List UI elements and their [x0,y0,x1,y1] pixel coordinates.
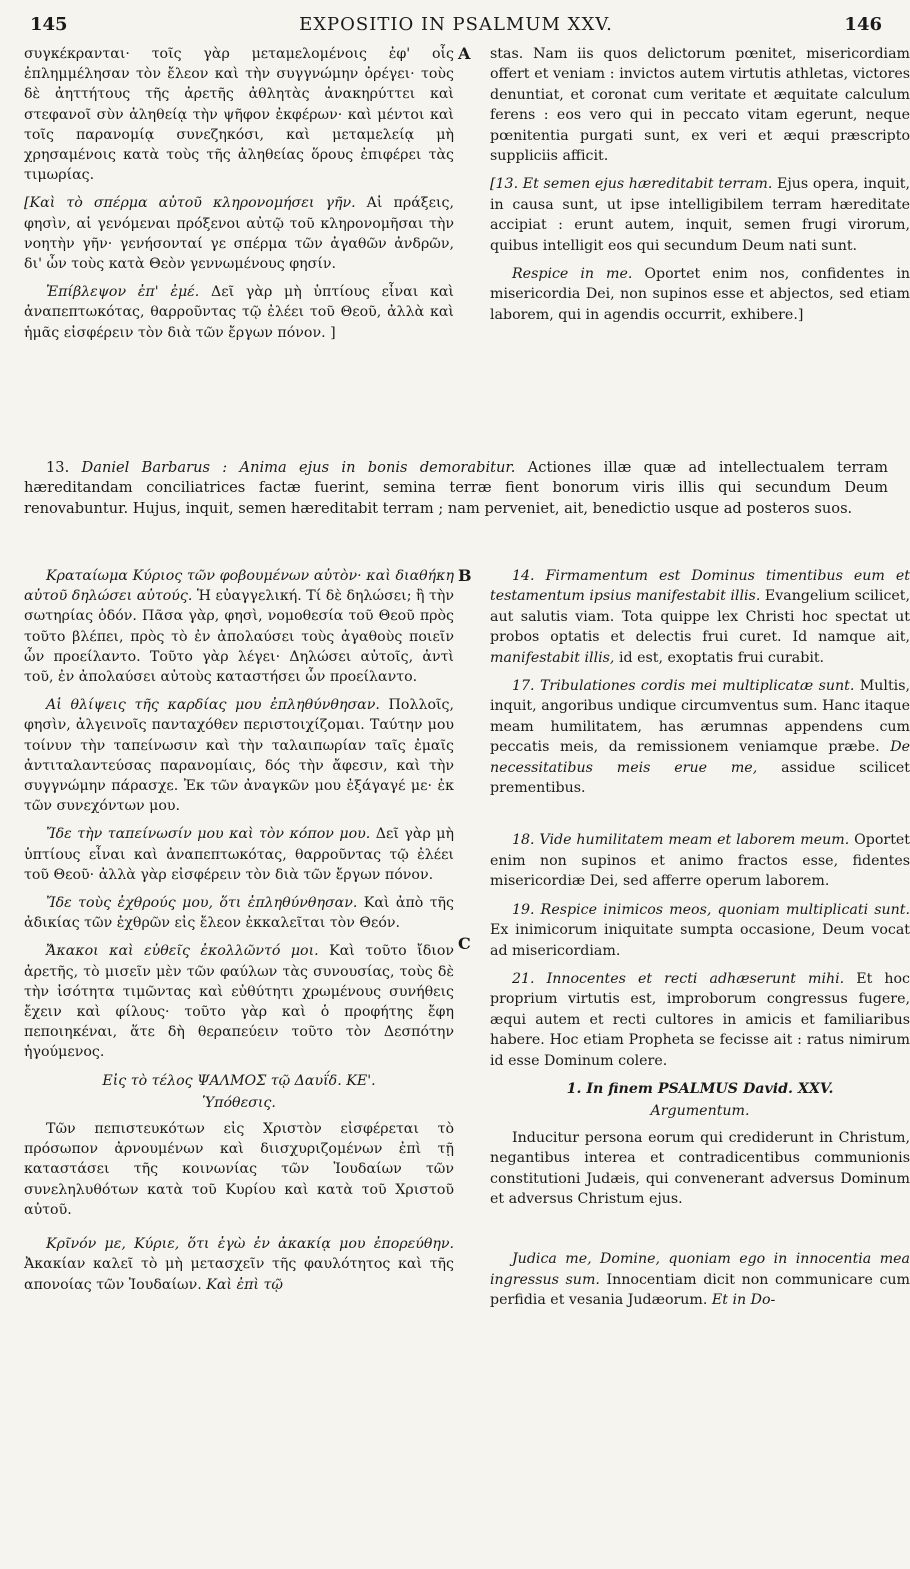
greek-paragraph: συγκέκρανται· τοῖς γὰρ μεταμελομένοις ἐφ' οἷς ἐπλημμέλησαν τὸν ἔλεον καὶ τὴν συγγνώμην ὀρέγει· τοὺς δὲ ἀηττήτους τῆς ἀρετῆς ἀθλητὰς ἀνακηρύττει καὶ στεφανοῖ σὺν ἀληθείᾳ τὴν ψῆφον ἐκφέρων· καὶ μέντοι καὶ τοῖς παρανομίᾳ συνεζηκόσι, καὶ μεταμελείᾳ μὴ χρησαμένοις κατὰ τοὺς τῆς ἀληθείας ὅρους ἐπιφέρει τὰς τιμωρίας. [24,46,454,184]
latin-argument: Inducitur persona eorum qui crediderunt in Christum, negantibus interea et contradicentibus communionis constitutioni Judæis, qui convenerant adversus Dominum et adversus Christum ejus. [490,1129,910,1207]
block-3 [24,566,910,1561]
greek-argument: Τῶν πεπιστευκότων εἰς Χριστὸν εἰσφέρεται τὸ πρόσωπον ἀρνουμένων καὶ διισχυριζομένων ἐπὶ τῇ καταστάσει τῆς κοινωνίας τῶν Ἰουδαίων τῶν συνεληλυθότων κατὰ τοῦ Κυρίου καὶ κατὰ τοῦ Χριστοῦ αὐτοῦ. [24,1121,454,1218]
greek-paragraph: Αἱ θλίψεις τῆς καρδίας μου ἐπληθύνθησαν. Πολλοῖς, φησὶν, ἀλγεινοῖς πανταχόθεν περιστοιχίζομαι. Ταύτην μου τοίνυν τὴν ταπείνωσιν καὶ τὴν ταλαιπωρίαν ταῖς ἐμαῖς ἀντιταλαντεύσας παρανομίαις, δός τὴν ἄφεσιν, καὶ τὴν συγγνώμην πάρασχε. Ἐκ τῶν ἀναγκῶν μου ἐξάγαγέ με· ἐκ τῶν συνεχόντων μου. [24,697,454,815]
page-number-left: 145 [30,14,68,35]
page-title: EXPOSITIO IN PSALMUM XXV. [299,14,613,35]
latin-paragraph: stas. Nam iis quos delictorum pœnitet, misericordiam offert et veniam : invictos autem virtutis athletas, victores denuntiat, et coronat cum veritate et æquitate calculum ferens : eos vero qui in peccato vitam egerunt, neque pœnitentia purgati sunt, ex veri et æqui præscripto suppliciis afficit. [490,46,910,165]
greek-paragraph: Κρῖνόν με, Κύριε, ὅτι ἐγὼ ἐν ἀκακίᾳ μου ἐπορεύθην. Ἀκακίαν καλεῖ τὸ μὴ μετασχεῖν τῆς φαυλότητος καὶ τῆς απονοίας τῶν Ἰουδαίων. Καὶ ἐπὶ τῷ [24,1236,454,1293]
margin-letter-c: C [458,934,471,953]
latin-note-paragraph: 13. Daniel Barbarus : Anima ejus in bonis demorabitur. Actiones illæ quæ ad intellectualem terram hæreditandam conciliatrices factæ fuerint, semina terræ fient bonorum viris illis qui secundum Deum renovabuntur. Hujus, inquit, semen hæreditabit terram ; nam perveniet, ait, benedictio usque ad posteros suos. [24,459,888,517]
greek-column [24,44,454,351]
greek-paragraph: Ἴδε τοὺς ἐχθρούς μου, ὅτι ἐπληθύνθησαν. Καὶ ἀπὸ τῆς ἀδικίας τῶν ἐχθρῶν εἰς ἔλεον ἐκκαλεῖται τὸν Θεόν. [24,895,454,932]
running-header [30,14,882,38]
latin-paragraph: Judica me, Domine, quoniam ego in innocentia mea ingressus sum. Innocentiam dicit non communicare cum perfidia et vesania Judæorum. Et in Do- [490,1251,910,1309]
greek-psalm-title: Εἰς τὸ τέλος ΨΑΛΜΟΣ τῷ Δαυΐδ. ΚΕ'. [102,1072,376,1089]
greek-paragraph: [Καὶ τὸ σπέρμα αὐτοῦ κληρονομήσει γῆν. Αἱ πράξεις, φησὶν, αἱ γενόμεναι πρόξενοι αὐτῷ τοῦ κληρονομῆσαι τὴν νοητὴν γῆν· γενήσονταί γε σπέρμα τῶν ἀγαθῶν ἀνδρῶν, δι' ὧν τοὺς κατὰ Θεὸν γεννωμένους φησίν. [24,195,454,273]
greek-paragraph: Κραταίωμα Κύριος τῶν φοβουμένων αὐτὸν· καὶ διαθήκη αὐτοῦ δηλώσει αὐτούς. Ἡ εὐαγγελική. Τί δὲ δηλώσει; ἢ τὴν σωτηρίας ὁδόν. Πᾶσα γὰρ, φησὶ, νομοθεσία τοῦ Θεοῦ πρὸς τοῦτο βλέπει, πρὸς τὸ ἐν ἀπολαύσει τοὺς ἀγαθοὺς ποιεῖν ὧν προείλαντο. Τοῦτο γὰρ λέγει· Δηλώσει αὐτοῖς, ἀντὶ τοῦ, ἐν ἀπολαύσει αὐτοὺς καταστήσει ὧν προείλαντο. [24,568,454,686]
block-2 [24,458,888,558]
latin-paragraph: 17. Tribulationes cordis mei multiplicatæ sunt. Multis, inquit, angoribus undique circumventus sum. Hanc itaque meam humilitatem, has ærumnas appendens cum peccatis meis, da remissionem veniamque præbe. De necessitatibus meis erue me, assidue scilicet prementibus. [490,678,910,797]
latin-argument-heading: Argumentum. [650,1103,750,1120]
greek-paragraph: Ἐπίβλεψον ἐπ' ἐμέ. Δεῖ γὰρ μὴ ὑπτίους εἶναι καὶ ἀναπεπτωκότας, θαρροῦντας τῷ ἐλέει τοῦ Θεοῦ, ἀλλὰ καὶ ἡμᾶς εἰσφέρειν τὸν διὰ τῶν ἔργων πόνον. ] [24,284,454,341]
page-number-right: 146 [844,14,882,35]
greek-paragraph: Ἄκακοι καὶ εὐθεῖς ἐκολλῶντό μοι. Καὶ τοῦτο ἴδιον ἀρετῆς, τὸ μισεῖν μὲν τῶν φαύλων τὰς συνουσίας, τοὺς δὲ τὴν ἰσότητα τιμῶντας καὶ εὐθύτητι χρωμένους συνήθεις ἔχειν καὶ φίλους· τοῦτο γὰρ καὶ ὁ προφήτης ἔφη πεποιηκέναι, ἅτε δὴ θεραπεύειν τοῦτο τὸν Δεσπότην ἡγούμενος. [24,943,454,1061]
latin-paragraph: 21. Innocentes et recti adhæserunt mihi. Et hoc proprium virtutis est, improborum congressus fugere, æqui autem et recti cultores in amicis et familiaribus habere. Hoc etiam Propheta se fecisse ait : ratus nimirum id esse Dominum colere. [490,970,910,1069]
latin-column [490,566,910,1319]
greek-column [24,566,454,1303]
full-width-column [24,458,888,527]
greek-argument-heading: Ὑπόθεσις. [202,1094,276,1111]
latin-psalm-title: 1. In finem PSALMUS David. XXV. [566,1080,834,1097]
margin-letter-a: A [458,44,471,63]
greek-paragraph: Ἴδε τὴν ταπείνωσίν μου καὶ τὸν κόπον μου. Δεῖ γὰρ μὴ ὑπτίους εἶναι καὶ ἀναπεπτωκότας, θαρροῦντας τῷ ἐλέει τοῦ Θεοῦ· ἀλλὰ γὰρ εἰσφέρειν τὸν διὰ τῶν ἔργων πόνον. [24,826,454,883]
latin-paragraph: [13. Et semen ejus hæreditabit terram. Ejus opera, inquit, in causa sunt, ut ipse intelligibilem terram hæreditate accipiat : erunt autem, inquit, semen frugi virorum, quibus intelligit eos qui secundum Deum nati sunt. [490,176,910,254]
margin-letter-b: B [458,566,472,585]
latin-paragraph: 19. Respice inimicos meos, quoniam multiplicati sunt. Ex inimicorum iniquitate sumpta occasione, Deum vocat ad misericordiam. [490,901,910,959]
latin-paragraph: 18. Vide humilitatem meam et laborem meum. Oportet enim non supinos et animo fractos esse, fidentes misericordiæ Dei, sed afferre operum laborem. [490,832,910,890]
latin-column [490,44,910,333]
block-1 [24,44,910,449]
latin-paragraph: Respice in me. Oportet enim nos, confidentes in misericordia Dei, non supinos esse et abjectos, sed etiam laborem, qui in agendis occurrit, exhibere.] [490,266,910,323]
latin-paragraph: 14. Firmamentum est Dominus timentibus eum et testamentum ipsius manifestabit illis. Evangelium scilicet, aut salutis viam. Tota quippe lex Christi hoc spectat ut probos optatis et delectis frui curet. Id namque ait, manifestabit illis, id est, exoptatis frui curabit. [490,568,910,666]
